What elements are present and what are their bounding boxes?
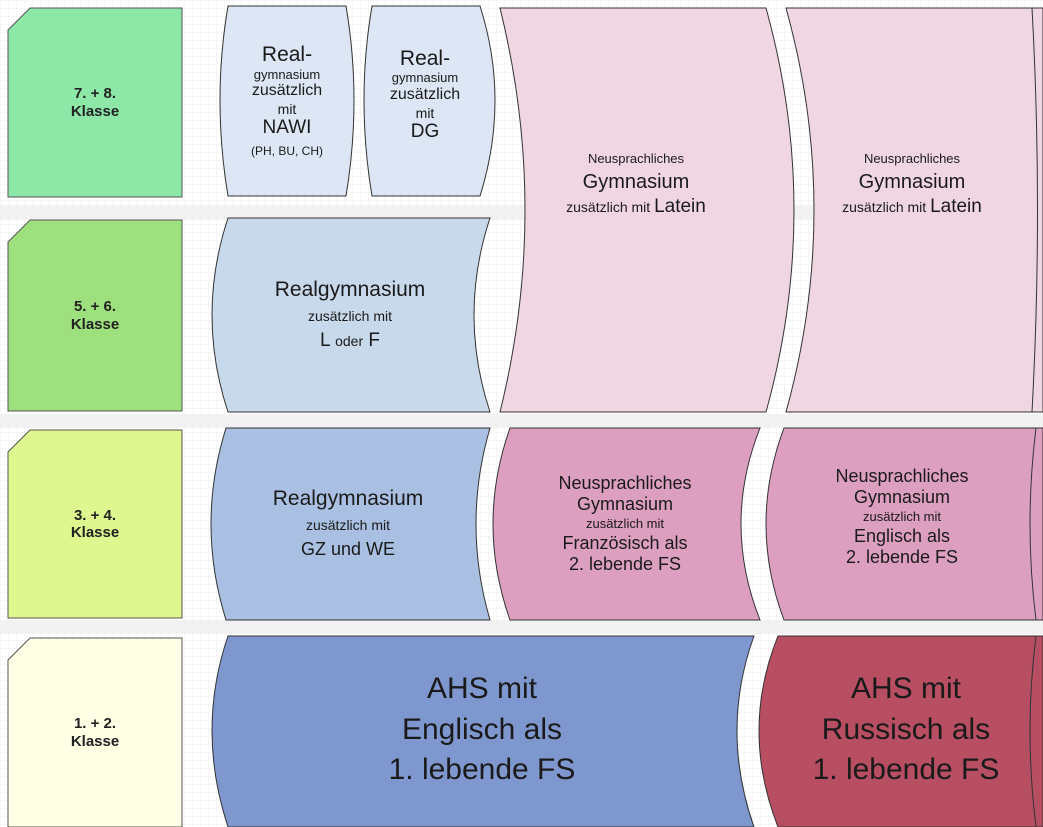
label-ng-en [784,432,1020,602]
ahs-ru-line3: 1. lebende FS [812,753,1000,787]
grade-label-12-line1: 1. + 2. [73,715,117,733]
latein-a-line1: Neusprachliches [587,151,685,167]
ng-fr-line1: Neusprachliches [558,473,692,494]
label-latein-b [796,110,1028,260]
grade-label-78-line2: Klasse [70,102,120,120]
label-ahs-en [226,640,738,820]
ahs-ru-line2: Russisch als [821,712,991,746]
ng-en-line5: 2. lebende FS [845,547,959,568]
ng-fr-line5: 2. lebende FS [568,554,682,575]
grade-label-34-line1: 3. + 4. [73,506,117,524]
label-rg-nawi [220,10,354,192]
dg-line3: zusätzlich [389,86,461,104]
ahs-ru-line1: AHS mit [850,672,961,706]
rg-gz-line1: Realgymnasium [272,486,424,510]
latein-a-line3a: zusätzlich mit [566,199,651,216]
nawi-line4: mit [277,100,297,117]
dg-line2: gymnasium [391,70,459,86]
rg-lf-line3b: oder [335,333,364,350]
latein-b-line2: Gymnasium [858,171,966,194]
grade-label-56 [8,220,182,411]
latein-a-line3b: Latein [654,196,706,218]
label-rg-dg [362,10,488,180]
nawi-line5: NAWI [262,116,312,138]
rg-lf-line3a: L [319,330,330,352]
latein-b-line3 [842,196,982,218]
grade-label-12 [8,638,182,827]
ng-en-line4: Englisch als [853,526,951,547]
rg-gz-line3: GZ und WE [300,538,396,559]
rg-lf-line2: zusätzlich mit [307,308,393,325]
nawi-line1: Real- [261,43,313,67]
latein-a-line2: Gymnasium [582,171,690,194]
latein-a-line3 [566,196,706,218]
ng-en-line1: Neusprachliches [835,466,969,487]
ng-fr-line2: Gymnasium [576,493,674,514]
latein-b-line3a: zusätzlich mit [842,199,927,216]
label-latein-a [520,110,752,260]
latein-b-line3b: Latein [930,196,982,218]
ng-en-line3: zusätzlich mit [862,508,942,524]
dg-line1: Real- [399,47,451,71]
band-shade-3 [0,620,1043,634]
grade-label-12-line2: Klasse [70,732,120,750]
nawi-line6: (PH, BU, CH) [251,143,323,158]
label-ng-fr [506,436,744,612]
dg-line5: DG [410,120,440,142]
label-ahs-ru [776,640,1036,820]
label-rg-lf [222,225,478,405]
label-rg-gz [220,435,476,611]
ng-en-line2: Gymnasium [853,486,951,507]
nawi-line3: zusätzlich [251,82,323,100]
rg-lf-line3 [320,330,380,352]
grade-label-78-line1: 7. + 8. [73,85,117,103]
nawi-line2: gymnasium [253,66,321,82]
rg-lf-line3c: F [368,330,381,352]
ahs-en-line3: 1. lebende FS [388,753,576,787]
band-shade-2 [0,414,1043,428]
grade-label-78 [8,8,182,197]
dg-line4: mit [415,104,435,121]
ng-fr-line4: Französisch als [562,533,688,554]
ng-fr-line3: zusätzlich mit [585,515,665,531]
grade-label-34-line2: Klasse [70,524,120,541]
grade-label-34 [8,430,182,618]
grade-label-56-line1: 5. + 6. [73,298,117,316]
rg-gz-line2: zusätzlich mit [305,516,391,533]
ahs-en-line2: Englisch als [401,712,563,746]
rg-lf-line1: Realgymnasium [274,277,426,301]
ahs-en-line1: AHS mit [426,672,537,706]
latein-b-line1: Neusprachliches [863,151,961,167]
grade-label-56-line2: Klasse [70,315,120,333]
